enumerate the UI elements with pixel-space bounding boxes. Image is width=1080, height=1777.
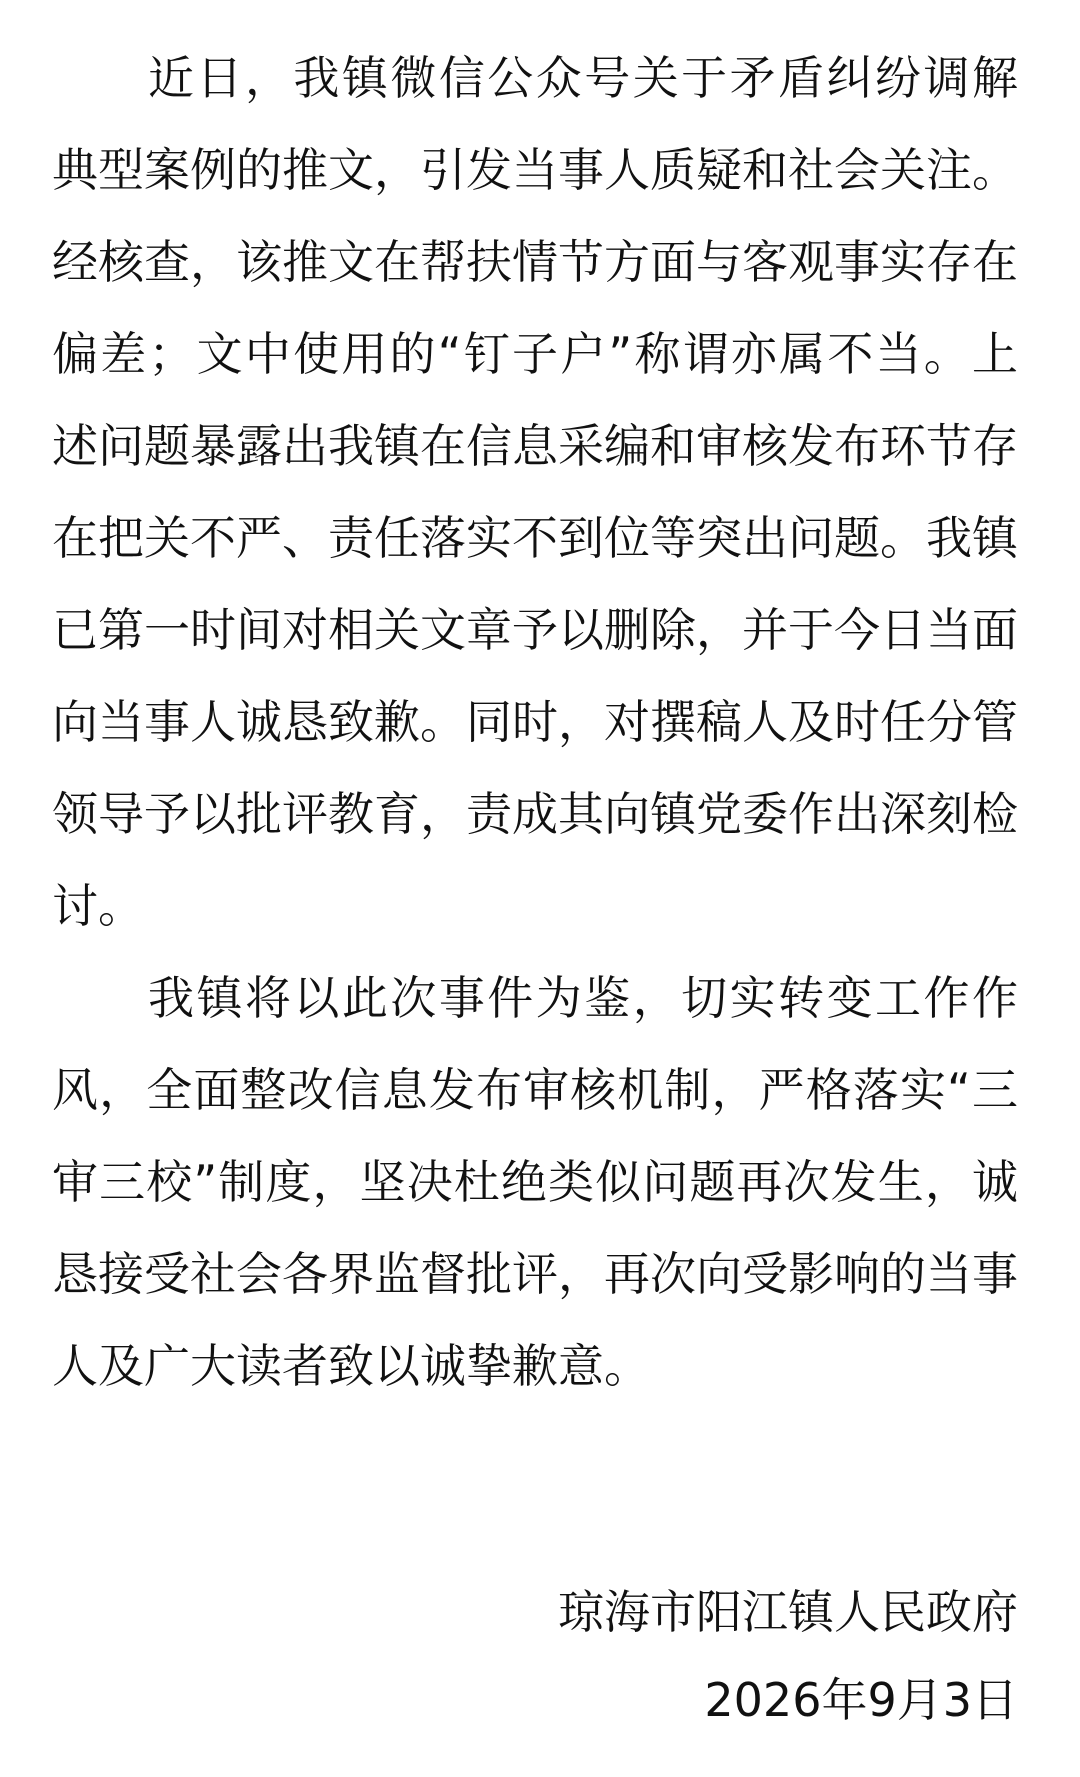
issuer-name: 琼海市阳江镇人民政府 — [558, 1585, 1018, 1639]
notice-paragraph-2: 我镇将以此次事件为鉴，切实转变工作作风，全面整改信息发布审核机制，严格落实“三审三校”制度，坚决杜绝类似问题再次发生，诚恳接受社会各界监督批评，再次向受影响的当事人及广大读者致以诚挚歉意。 — [52, 971, 1018, 1393]
notice-signature — [318, 1568, 1018, 1744]
notice-body — [52, 32, 1018, 1412]
notice-paragraph-1: 近日，我镇微信公众号关于矛盾纠纷调解典型案例的推文，引发当事人质疑和社会关注。经核查，该推文在帮扶情节方面与客观事实存在偏差；文中使用的“钉子户”称谓亦属不当。上述问题暴露出我镇在信息采编和审核发布环节存在把关不严、责任落实不到位等突出问题。我镇已第一时间对相关文章予以删除，并于今日当面向当事人诚恳致歉。同时，对撰稿人及时任分管领导予以批评教育，责成其向镇党委作出深刻检讨。 — [52, 51, 1018, 933]
issue-date: 2026年9月3日 — [704, 1673, 1018, 1727]
